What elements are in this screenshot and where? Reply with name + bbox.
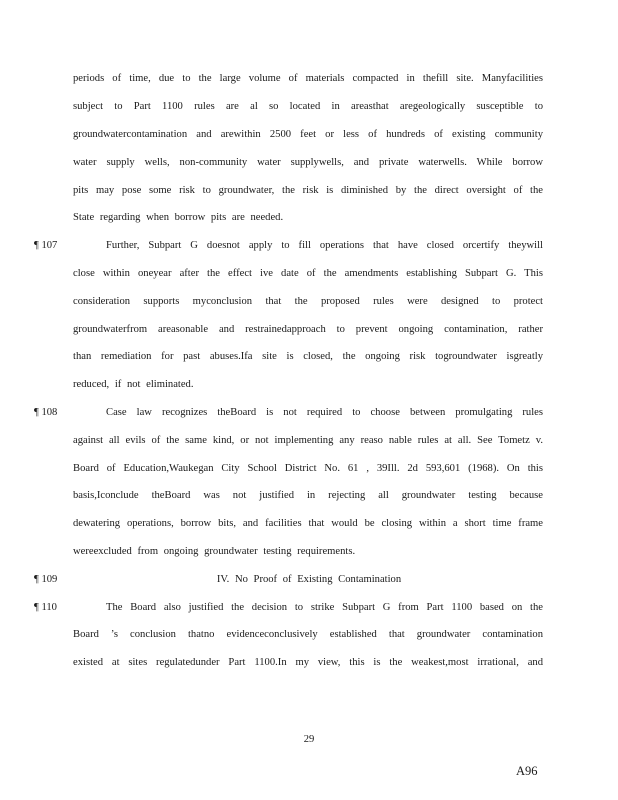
- paragraph-number: ¶ 107: [34, 240, 58, 251]
- text-line: consideration supports myconclusion that the proposed rules were designed to protect: [73, 296, 543, 307]
- text-line: wereexcluded from ongoing groundwater testing requirements.: [73, 546, 356, 557]
- text-line: against all evils of the same kind, or not implementing any reaso nable rules at all. See Tometz v.: [73, 435, 543, 446]
- text-line: Board ’s conclusion thatno evidenceconclusively established that groundwater contamination: [73, 629, 543, 640]
- text-line: The Board also justified the decision to strike Subpart G from Part 1100 based on the: [106, 602, 543, 613]
- text-line: pits may pose some risk to groundwater, the risk is diminished by the direct oversight of the: [73, 185, 543, 196]
- paragraph-number: ¶ 110: [34, 602, 57, 613]
- section-heading: IV. No Proof of Existing Contamination: [216, 574, 402, 585]
- text-line: subject to Part 1100 rules are al so located in areasthat aregeologically susceptible to: [73, 101, 543, 112]
- paragraph-number: ¶ 108: [34, 407, 58, 418]
- text-line: periods of time, due to the large volume of materials compacted in thefill site. Manyfacilities: [73, 73, 543, 84]
- text-line: groundwatercontamination and arewithin 2500 feet or less of hundreds of existing community: [73, 129, 543, 140]
- text-line: basis,Iconclude theBoard was not justified in rejecting all groundwater testing because: [73, 490, 543, 501]
- exhibit-label: A96: [516, 764, 538, 778]
- text-line: Board of Education,Waukegan City School District No. 61 , 39Ill. 2d 593,601 (1968). On this: [73, 463, 543, 474]
- page-number: 29: [303, 734, 315, 745]
- text-line: Further, Subpart G doesnot apply to fill operations that have closed orcertify theywill: [106, 240, 543, 251]
- text-line: Case law recognizes theBoard is not required to choose between promulgating rules: [106, 407, 543, 418]
- text-line: State regarding when borrow pits are needed.: [73, 212, 284, 223]
- text-line: than remediation for past abuses.Ifa site is closed, the ongoing risk togroundwater isgreatly: [73, 351, 543, 362]
- text-line: close within oneyear after the effect ive date of the amendments establishing Subpart G. This: [73, 268, 543, 279]
- text-line: water supply wells, non-community water supplywells, and private waterwells. While borrow: [73, 157, 543, 168]
- text-line: reduced, if not eliminated.: [73, 379, 194, 390]
- paragraph-number: ¶ 109: [34, 574, 58, 585]
- text-line: dewatering operations, borrow bits, and facilities that would be closing within a short time frame: [73, 518, 543, 529]
- text-line: groundwaterfrom areasonable and restrainedapproach to prevent ongoing contamination, rather: [73, 324, 543, 335]
- text-line: existed at sites regulatedunder Part 1100.In my view, this is the weakest,most irrational, and: [73, 657, 543, 668]
